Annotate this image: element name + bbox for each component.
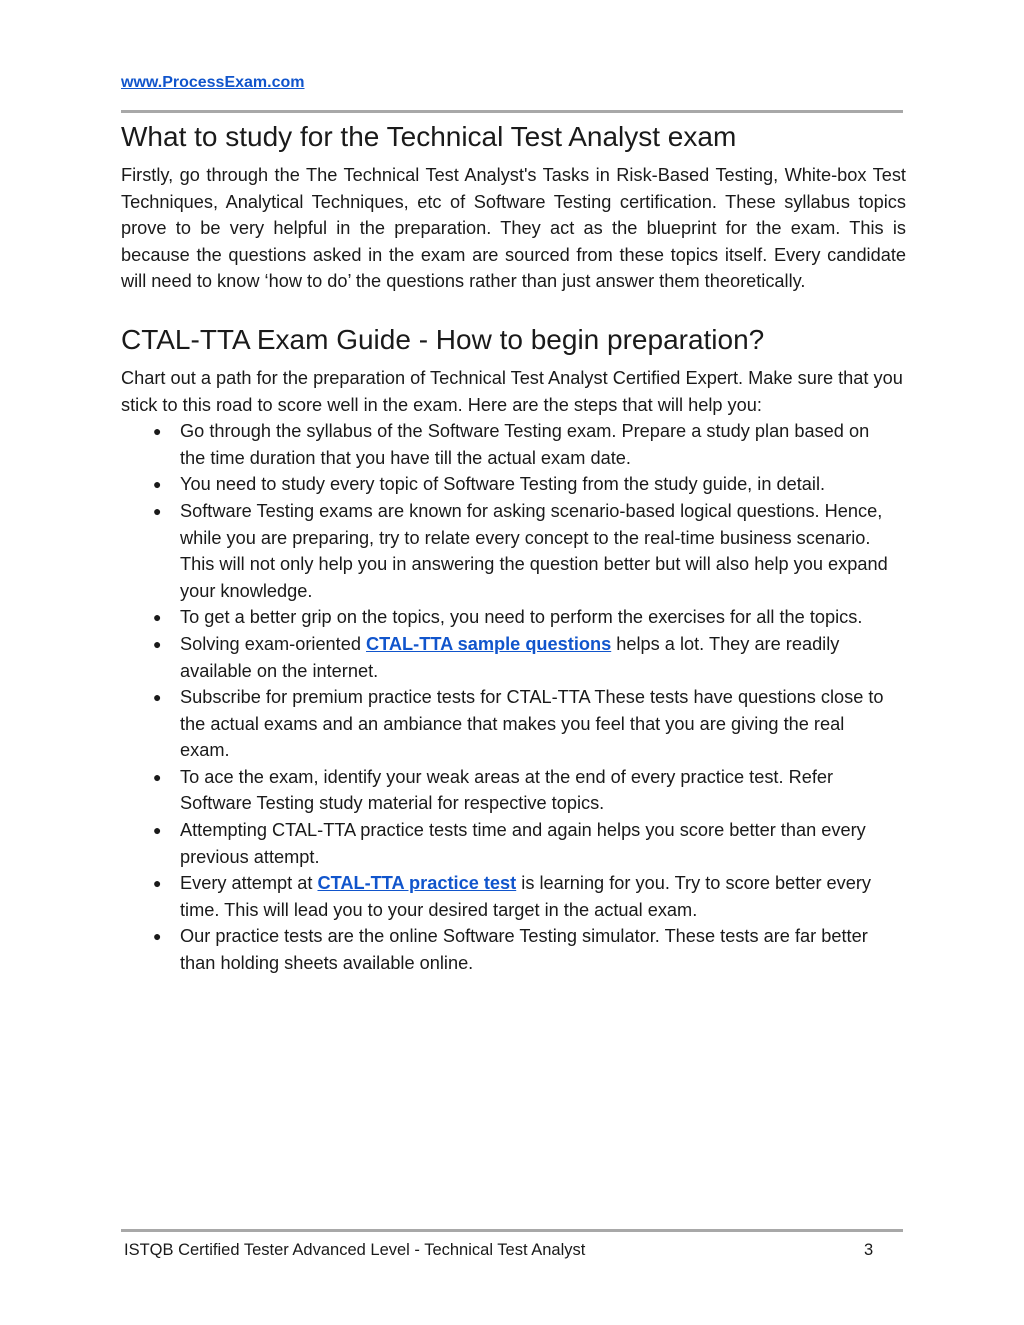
steps-list — [121, 418, 906, 976]
list-item-text: To get a better grip on the topics, you need to perform the exercises for all the topics. — [180, 607, 863, 628]
list-item — [121, 817, 906, 870]
list-item-text-before: Every attempt at — [180, 873, 318, 894]
study-paragraph: Firstly, go through the The Technical Test Analyst's Tasks in Risk-Based Testing, White-box Test Techniques, Analytical Techniques, etc of Software Testing certification. These syllabus topics prove to be very helpful in the preparation. They act as the blueprint for the exam. This is because the questions asked in the exam are sourced from these topics itself. Every candidate will need to know ‘how to do’ the questions rather than just answer them theoretically. — [121, 165, 906, 292]
list-item — [121, 471, 906, 498]
footer-title: ISTQB Certified Tester Advanced Level - Technical Test Analyst — [124, 1241, 586, 1259]
section-title-guide: CTAL-TTA Exam Guide - How to begin preparation? — [121, 323, 765, 355]
bullet-icon: ● — [153, 502, 162, 519]
bullet-icon: ● — [153, 609, 162, 626]
bullet-icon: ● — [153, 768, 162, 785]
list-item-text-before: Solving exam-oriented — [180, 633, 367, 654]
list-item — [121, 764, 906, 817]
list-item-text: Software Testing exams are known for asking scenario-based logical questions. Hence, while you are preparing, try to relate every concept to the real-time business scenario. This will not only help you in answering the question better but will also help you expand your knowledge. — [180, 500, 888, 601]
list-item-text: Subscribe for premium practice tests for CTAL-TTA These tests have questions close to the actual exams and an ambiance that makes you feel that you are giving the real exam. — [180, 687, 884, 761]
page-number: 3 — [864, 1241, 874, 1259]
list-item — [121, 498, 906, 604]
list-item-text: You need to study every topic of Software Testing from the study guide, in detail. — [180, 474, 826, 495]
list-item — [121, 418, 906, 471]
footer-divider — [121, 1229, 903, 1232]
bullet-icon: ● — [153, 635, 162, 652]
sample-questions-link[interactable]: CTAL-TTA sample questions — [366, 633, 612, 654]
practice-test-link[interactable]: CTAL-TTA practice test — [317, 873, 517, 894]
bullet-icon: ● — [153, 476, 162, 493]
bullet-icon: ● — [153, 875, 162, 892]
list-item-text: To ace the exam, identify your weak areas at the end of every practice test. Refer Software Testing study material for respective topics. — [180, 766, 834, 814]
site-link[interactable]: www.ProcessExam.com — [121, 74, 305, 91]
bullet-icon: ● — [153, 689, 162, 706]
list-item-text-after: is learning for you. Try to score better every time. This will lead you to your desired target in the actual exam. — [180, 873, 872, 920]
list-item — [121, 684, 906, 764]
guide-intro: Chart out a path for the preparation of Technical Test Analyst Certified Expert. Make sure that you stick to this road to score well in the exam. Here are the steps that will help you: — [121, 367, 903, 415]
section-title-study: What to study for the Technical Test Analyst exam — [121, 121, 737, 152]
bullet-icon: ● — [153, 423, 162, 440]
page-content — [121, 118, 906, 977]
header-divider — [121, 110, 903, 113]
list-item-text-after: helps a lot. They are readily available on the internet. — [180, 633, 840, 681]
list-item — [121, 631, 906, 684]
list-item — [121, 923, 906, 976]
list-item-text: Our practice tests are the online Software Testing simulator. These tests are far better than holding sheets available online. — [180, 926, 868, 974]
bullet-icon: ● — [153, 822, 162, 839]
list-item-text: Attempting CTAL-TTA practice tests time and again helps you score better than every previous attempt. — [180, 820, 866, 867]
list-item — [121, 870, 906, 923]
list-item-text: Go through the syllabus of the Software Testing exam. Prepare a study plan based on the time duration that you have till the actual exam date. — [180, 421, 870, 468]
list-item — [121, 604, 906, 631]
bullet-icon: ● — [153, 928, 162, 945]
